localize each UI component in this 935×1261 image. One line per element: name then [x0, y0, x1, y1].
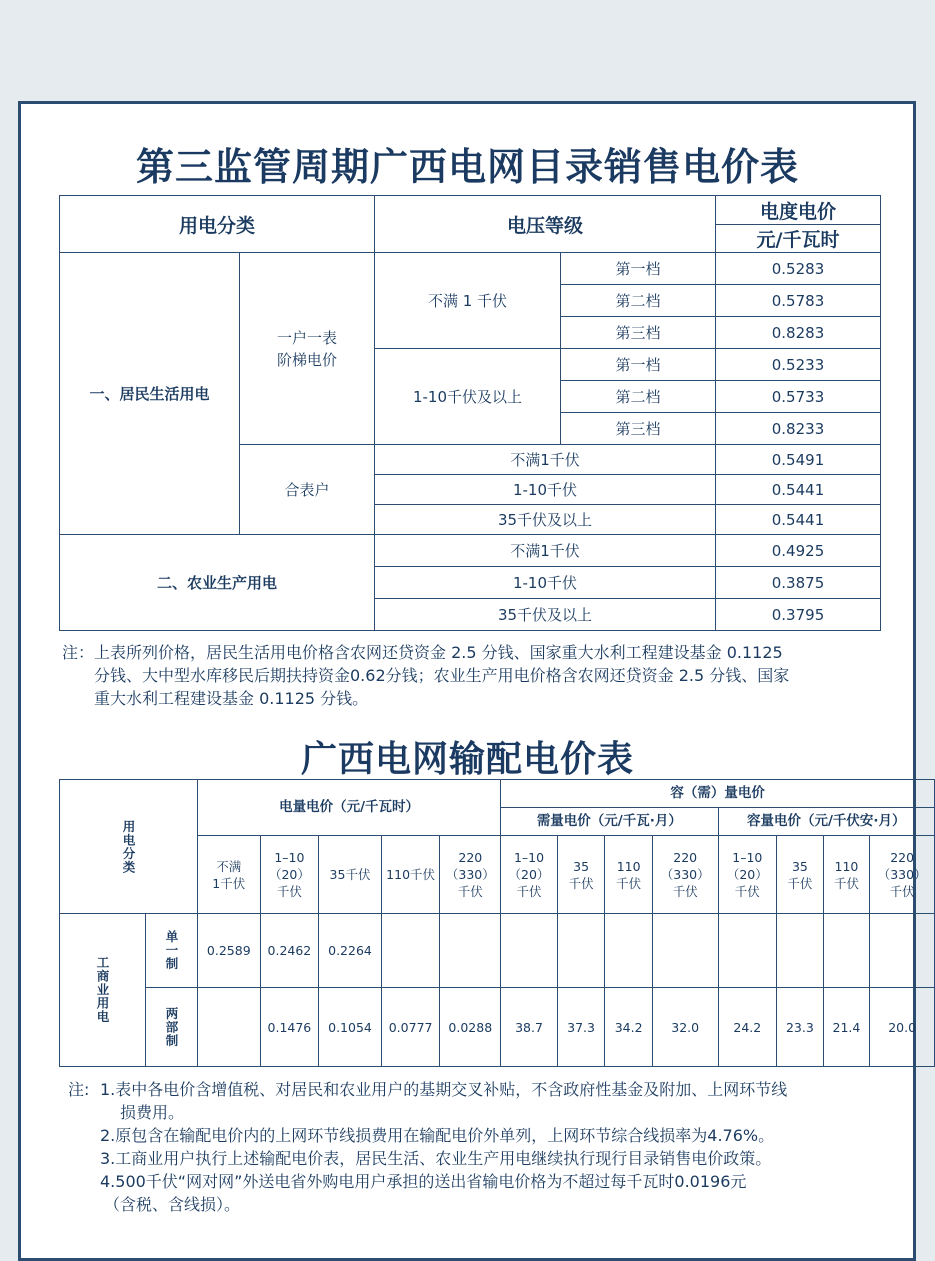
tariff-value-cell: [440, 914, 501, 988]
two-part-text: 两部制: [164, 1006, 179, 1048]
tariff-value-cell: 0.0777: [381, 988, 440, 1067]
tariff-value-cell: [777, 914, 824, 988]
header-unit: 元/千瓦时: [716, 225, 881, 253]
header-category: [60, 780, 198, 914]
tariff-value-cell: 32.0: [652, 988, 718, 1067]
transmission-price-table: [59, 779, 935, 1067]
tariff-value-cell: 37.3: [557, 988, 605, 1067]
tariff-value-cell: [718, 914, 777, 988]
tariff-value-cell: 0.1476: [260, 988, 319, 1067]
note-line: 注：上表所列价格，居民生活用电价格含农网还贷资金 2.5 分钱、国家重大水利工程建设基金 0.1125: [62, 643, 783, 662]
combined-meter-label: 合表户: [240, 445, 375, 535]
voltage-col-header: 35 千伏: [557, 836, 605, 914]
tariff-value-cell: 0.1054: [319, 988, 382, 1067]
retail-table-note: [62, 641, 892, 710]
header-capacity-price: 容（需）量电价: [501, 780, 935, 808]
voltage-col-header: 35千伏: [319, 836, 382, 914]
single-system-text: 单一制: [164, 930, 179, 971]
voltage-label: 不满1千伏: [375, 535, 716, 567]
single-system-label: [146, 914, 198, 988]
tier-label: 第三档: [561, 413, 716, 445]
note-item: 1.表中各电价含增值税、对居民和农业用户的基期交叉补贴，不含政府性基金及附加、上网环节线: [100, 1080, 788, 1099]
industrial-commercial-text: 工商业用电: [95, 956, 110, 1024]
voltage-col-header: 110千伏: [381, 836, 440, 914]
price-cell: 0.5441: [716, 505, 881, 535]
tier-label: 第二档: [561, 381, 716, 413]
price-cell: 0.5733: [716, 381, 881, 413]
tier-label: 第二档: [561, 285, 716, 317]
tariff-value-cell: 0.2589: [198, 914, 261, 988]
tariff-value-cell: 0.0288: [440, 988, 501, 1067]
transmission-table-note: [68, 1078, 898, 1216]
price-cell: 0.3875: [716, 567, 881, 599]
tier-label: 第三档: [561, 317, 716, 349]
tariff-value-cell: 20.0: [870, 988, 935, 1067]
price-cell: 0.3795: [716, 599, 881, 631]
price-cell: 0.5441: [716, 475, 881, 505]
note-line: 重大水利工程建设基金 0.1125 分钱。: [94, 689, 369, 708]
tariff-value-cell: 23.3: [777, 988, 824, 1067]
voltage-col-header: 220 （330） 千伏: [652, 836, 718, 914]
tariff-value-cell: [652, 914, 718, 988]
retail-price-table: [59, 195, 881, 631]
voltage-label: 1-10千伏: [375, 567, 716, 599]
tariff-value-cell: [557, 914, 605, 988]
tier-label: 第一档: [561, 253, 716, 285]
tariff-value-cell: [381, 914, 440, 988]
price-cell: 0.5233: [716, 349, 881, 381]
tariff-value-cell: [198, 988, 261, 1067]
page-title: 第三监管周期广西电网目录销售电价表: [135, 145, 799, 189]
header-energy-price: 电量电价（元/千瓦时）: [198, 780, 501, 836]
voltage-label: 不满1千伏: [375, 445, 716, 475]
tariff-value-cell: 24.2: [718, 988, 777, 1067]
tariff-value-cell: [823, 914, 870, 988]
voltage-label: 35千伏及以上: [375, 505, 716, 535]
voltage-below-1kv: 不满 1 千伏: [375, 253, 561, 349]
note-item: 2.原包含在输配电价内的上网环节线损费用在输配电价外单列，上网环节综合线损率为4.76%。: [100, 1126, 775, 1145]
tariff-value-cell: 21.4: [823, 988, 870, 1067]
voltage-col-header: 110 千伏: [605, 836, 653, 914]
voltage-col-header: 35 千伏: [777, 836, 824, 914]
tier-label: 第一档: [561, 349, 716, 381]
tiered-price-label: 一户一表 阶梯电价: [240, 253, 375, 445]
voltage-col-header: 220 （330） 千伏: [440, 836, 501, 914]
voltage-col-header: 220 （330） 千伏: [870, 836, 935, 914]
category-agriculture: 二、农业生产用电: [60, 535, 375, 631]
tariff-value-cell: [605, 914, 653, 988]
note-item: 4.500千伏“网对网”外送电省外购电用户承担的送出省输电价格为不超过每千瓦时0.0196元: [100, 1172, 747, 1191]
header-category-text: 用电分类: [121, 819, 136, 874]
section-title: 广西电网输配电价表: [300, 739, 634, 780]
voltage-col-header: 1–10 （20） 千伏: [501, 836, 558, 914]
tariff-value-cell: 34.2: [605, 988, 653, 1067]
price-cell: 0.4925: [716, 535, 881, 567]
two-part-label: [146, 988, 198, 1067]
header-price: 电度电价: [716, 196, 881, 225]
price-cell: 0.8283: [716, 317, 881, 349]
price-cell: 0.5783: [716, 285, 881, 317]
tariff-value-cell: 38.7: [501, 988, 558, 1067]
header-voltage: 电压等级: [375, 196, 716, 253]
tariff-value-cell: 0.2462: [260, 914, 319, 988]
voltage-label: 35千伏及以上: [375, 599, 716, 631]
voltage-1-10kv-above: 1-10千伏及以上: [375, 349, 561, 445]
voltage-col-header: 110 千伏: [823, 836, 870, 914]
tariff-value-cell: 0.2264: [319, 914, 382, 988]
note-item: 损费用。: [120, 1103, 185, 1122]
note-line: 分钱、大中型水库移民后期扶持资金0.62分钱；农业生产用电价格含农网还贷资金 2.5 分钱、国家: [94, 666, 790, 685]
header-cap-price: 容量电价（元/千伏安·月）: [718, 808, 934, 836]
voltage-col-header: 不满 1千伏: [198, 836, 261, 914]
tariff-value-cell: [870, 914, 935, 988]
tariff-value-cell: [501, 914, 558, 988]
note-item: 3.工商业用户执行上述输配电价表，居民生活、农业生产用电继续执行现行目录销售电价政策。: [100, 1149, 772, 1168]
category-residential: 一、居民生活用电: [60, 253, 240, 535]
price-cell: 0.5283: [716, 253, 881, 285]
note-label: 注:: [68, 1080, 90, 1099]
industrial-commercial-label: [60, 914, 146, 1067]
header-category: 用电分类: [60, 196, 375, 253]
voltage-col-header: 1–10 （20） 千伏: [260, 836, 319, 914]
price-cell: 0.8233: [716, 413, 881, 445]
voltage-label: 1-10千伏: [375, 475, 716, 505]
header-demand-price: 需量电价（元/千瓦·月）: [501, 808, 718, 836]
note-item: （含税、含线损）。: [104, 1195, 241, 1214]
price-cell: 0.5491: [716, 445, 881, 475]
voltage-col-header: 1–10 （20） 千伏: [718, 836, 777, 914]
